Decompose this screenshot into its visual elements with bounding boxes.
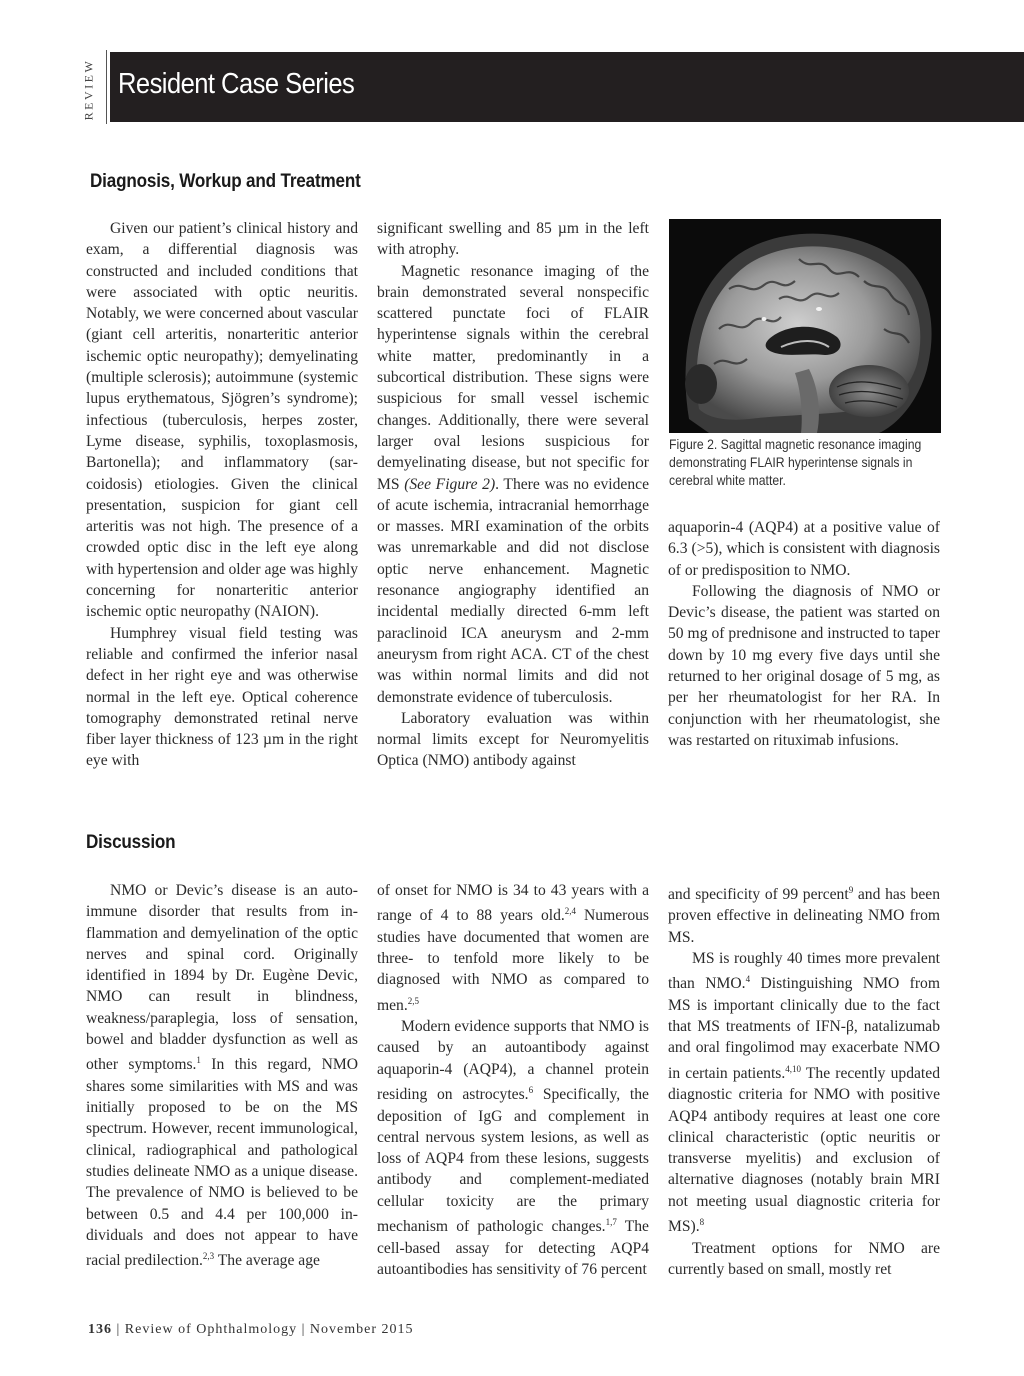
paragraph: Magnetic resonance imaging of the brain demonstrated several nonspecific scattered punctate foci of FLAIR hyperintense signals within the cerebral white matter, predominantly in a subcortical distribution. These signs were suspicious for small vessel ischemic changes. Additionally, there were several larger oval lesions suspicious for demyelinating disease, but not specific for MS (See Figure 2). There was no evidence of acute ischemia, intracranial hemorrhage or masses. MRI examination of the orbits was unremarkable and did not disclose optic nerve enhancement. Magnetic resonance angiography identified an incidental medially directed 6-mm left paraclinoid ICA aneurysm and 2-mm aneurysm from right ACA. CT of the chest was within normal limits and did not demonstrate evidence of tuberculosis. (377, 262, 649, 706)
citation: 8 (699, 1217, 705, 1228)
banner-title: Resident Case Series (118, 68, 355, 100)
column-2 (377, 218, 649, 772)
citation: 4 (745, 974, 751, 985)
citation: 2,4 (564, 906, 577, 917)
citation: 2,5 (407, 995, 419, 1006)
journal-info: | Review of Ophthalmology | November 2015 (112, 1322, 414, 1337)
paragraph: Treatment options for NMO are currently based on small, mostly ret (668, 1239, 940, 1278)
paragraph: aquaporin-4 (AQP4) at a positive value of 6.3 (>5), which is consistent with diagnosis of or predisposition to NMO. (668, 519, 940, 579)
paragraph: significant swelling and 85 µm in the left with atrophy. (377, 220, 649, 259)
figure-reference: (See Figure 2) (404, 475, 496, 493)
discussion-column-3 (668, 880, 940, 1280)
section-side-label: REVIEW (81, 58, 96, 120)
citation: 6 (528, 1085, 534, 1096)
paragraph: and specificity of 99 percent$^9$ and has been proven effective in delineating NMO from MS. (668, 885, 940, 946)
mri-figure (669, 219, 941, 433)
paragraph: Humphrey visual field testing was reliable and confirmed the inferior nasal defect in her right eye and was otherwise normal in the left eye. Optical coherence tomography demonstrated retinal nerve fiber layer thickness of 123 µm in the right eye with (86, 624, 358, 770)
citation: 9 (848, 885, 854, 895)
paragraph: MS is roughly 40 times more prevalent than NMO.$^4$ Distinguishing NMO from MS is important clinically due to the fact that MS treatments of IFN-β, natalizumab and oral fingolimod may exacerbate NMO in certain patients.$^{4,10}$ The recently updated diagnostic criteria for NMO with positive AQP4 antibody requires at least one core clinical characteristic (optic neuritis or transverse myelitis) and exclusion of alternative diagnoses (notably brain MRI not meeting usual diagnostic criteria for MS).$^8$ (668, 950, 940, 1236)
citation: 1 (196, 1055, 201, 1066)
citation: 1,7 (605, 1217, 617, 1228)
paragraph: NMO or Devic’s disease is an autoimmune disorder that results from inflammation and demyelination of the optic nerves and spinal cord. Originally identified in 1894 by Dr. Eugène Devic, NMO can result in blindness, weakness/paraplegia, loss of sensation, bowel and bladder dysfunction as well as other symptoms.$^1$ In this regard, NMO shares some similarities with MS and was initially proposed to be on the MS spectrum. However, recent immunological, clinical, radiographical and pathological studies delineate NMO as a unique disease. The prevalence of NMO is believed to be between 0.5 and 4.4 per 100,000 individuals and does not appear to have racial predilection.$^{2,3}$ The average age (86, 882, 358, 1270)
paragraph: Modern evidence supports that NMO is caused by an autoantibody against aquaporin-4 (AQP4), a channel protein residing on astrocytes.$^6$ Specifically, the deposition of IgG and complement in central nervous system lesions, as well as loss of AQP4 from these lesions, suggests antibody and complement-mediated cellular toxicity are the primary mechanism of pathologic changes.$^{1,7}$ The cell-based assay for detecting AQP4 autoantibodies has sensitivity of 76 percent (377, 1018, 649, 1278)
paragraph: Following the diagnosis of NMO or Devic’s disease, the patient was started on 50 mg of prednisone and instructed to taper down by 10 mg every five days until she returned to her original dosage of 5 mg, as per her rheumatologist for her RA. In conjunction with her rheumatologist, she was restarted on rituximab infusions. (668, 582, 940, 749)
page-number: 136 (88, 1322, 112, 1337)
discussion-column-2 (377, 880, 649, 1280)
citation: 2,3 (202, 1251, 215, 1262)
discussion-column-1 (86, 880, 358, 1272)
paragraph: Laboratory evaluation was within normal limits except for Neuromyelitis Optica (NMO) antibody against (377, 709, 649, 770)
column-1 (86, 218, 358, 772)
section-heading-diagnosis: Diagnosis, Workup and Treatment (90, 171, 361, 192)
sagittal-mri-image (669, 219, 941, 433)
paragraph: Given our patient’s clinical history and exam, a differential diagnosis was constructed and included conditions that were associated with optic neuritis. Notably, we were concerned about vascular (giant cell arteritis, nonarteritic anterior ischemic optic neuropathy); demyelinating (multiple sclerosis); autoimmune (systemic lupus erythematous, Sjögren’s syndrome); infectious (tuberculosis, herpes zoster, Lyme disease, syphilis, toxoplasmosis, Bartonella); and inflammatory (sarcoidosis) etiologies. Given the clinical presentation, suspicion for giant cell arteritis was not high. The presence of a crowded optic disc in the left eye along with hypertension and older age was highly concerning for nonarteritic anterior ischemic optic neuropathy (NAION). (86, 220, 358, 621)
figure-caption: Figure 2. Sagittal magnetic resonance imaging demonstrating FLAIR hyperintense signals in cerebral white matter. (669, 437, 922, 488)
header-banner (110, 52, 1024, 122)
side-divider (106, 50, 107, 124)
column-3 (668, 517, 940, 751)
section-heading-discussion: Discussion (86, 832, 176, 853)
paragraph: of onset for NMO is 34 to 43 years with a range of 4 to 88 years old.$^{2,4}$ Numerous studies have documented that women are three- to tenfold more likely to be diagnosed with NMO as compared to men.$^{2,5}$ (377, 882, 649, 1014)
page-footer (88, 1322, 414, 1338)
citation: 4,10 (785, 1063, 801, 1074)
